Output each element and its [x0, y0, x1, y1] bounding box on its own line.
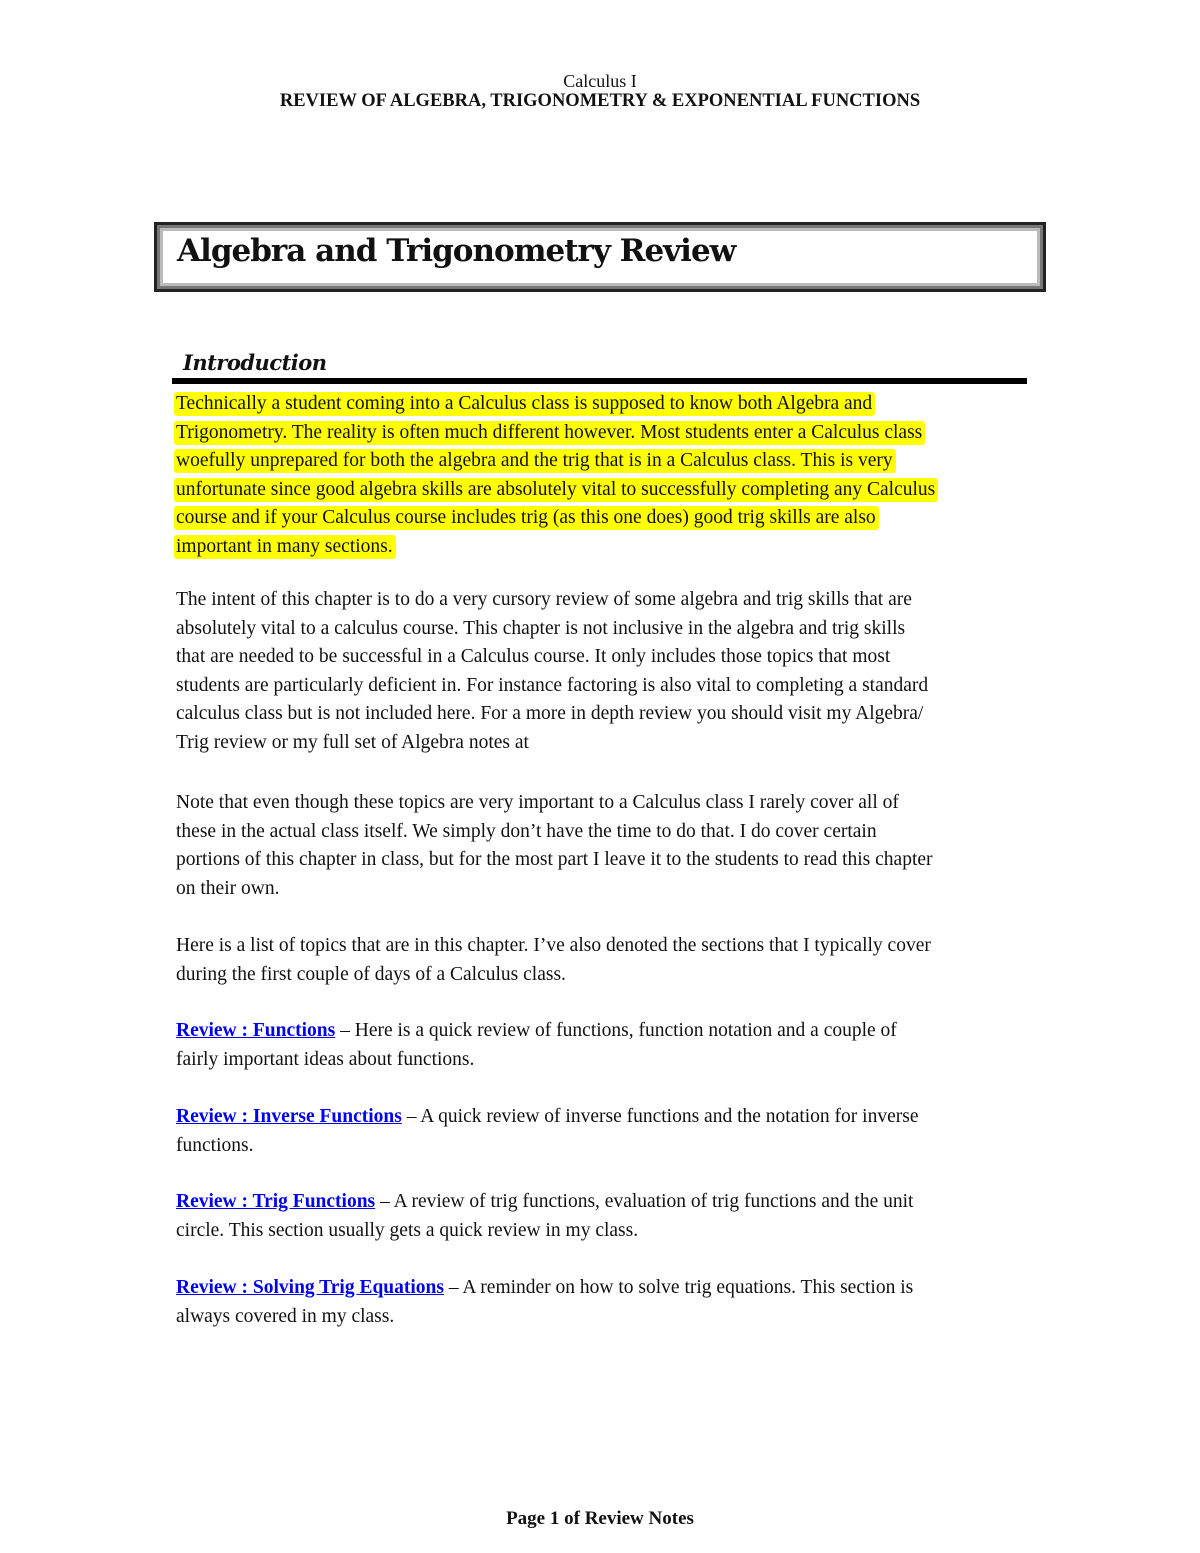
- line-text: Technically a student coming into a Calculus class is supposed to know both Algebra and: [174, 392, 875, 416]
- topic-link[interactable]: Review : Inverse Functions: [176, 1106, 402, 1127]
- text-line: [176, 643, 928, 672]
- topic-description: circle. This section usually gets a quick review in my class.: [176, 1219, 639, 1241]
- line-text: Trigonometry. The reality is often much different however. Most students enter a Calculus class: [174, 421, 925, 445]
- line-text: important in many sections.: [174, 535, 396, 559]
- topic-item: [176, 1188, 913, 1245]
- text-line: [176, 672, 928, 701]
- text-line: [176, 932, 931, 961]
- topics-intro-paragraph: [176, 932, 931, 989]
- line-text: woefully unprepared for both the algebra and the trig that is in a Calculus class. This is very: [174, 449, 896, 473]
- text-line: [176, 729, 928, 758]
- text-line: [176, 476, 938, 505]
- document-subtitle: REVIEW OF ALGEBRA, TRIGONOMETRY & EXPONENTIAL FUNCTIONS: [279, 91, 921, 111]
- line-text: calculus class but is not included here. For a more in depth review you should visit my Algebra/: [176, 703, 924, 724]
- topic-line: [176, 1046, 897, 1075]
- line-text: absolutely vital to a calculus course. This chapter is not inclusive in the algebra and trig skills: [176, 617, 906, 639]
- title-box: [154, 222, 1046, 292]
- topic-line: [176, 1274, 913, 1303]
- text-line: [176, 447, 938, 476]
- line-text: on their own.: [176, 877, 280, 899]
- line-text: students are particularly deficient in. For instance factoring is also vital to completing a standard: [176, 674, 929, 696]
- intent-paragraph: [176, 586, 928, 757]
- line-text: course and if your Calculus course includes trig (as this one does) good trig skills are also: [174, 506, 879, 530]
- text-line: [176, 586, 928, 615]
- topic-line: [176, 1103, 918, 1132]
- topic-line: [176, 1188, 913, 1217]
- topic-description: – Here is a quick review of functions, function notation and a couple of: [335, 1020, 897, 1041]
- topic-line: [176, 1303, 913, 1332]
- topic-item: [176, 1017, 897, 1074]
- topic-description: functions.: [176, 1134, 254, 1156]
- line-text: these in the actual class itself. We simply don’t have the time to do that. I do cover certain: [176, 820, 877, 842]
- topic-link[interactable]: Review : Functions: [176, 1020, 336, 1041]
- text-line: [176, 700, 928, 729]
- topic-description: – A review of trig functions, evaluation of trig functions and the unit: [375, 1191, 914, 1212]
- section-heading: Introduction: [183, 350, 327, 375]
- topic-link[interactable]: Review : Solving Trig Equations: [176, 1277, 444, 1298]
- section-rule: [172, 378, 1027, 384]
- topic-description: – A quick review of inverse functions and the notation for inverse: [401, 1106, 919, 1127]
- topic-description: always covered in my class.: [176, 1305, 395, 1327]
- line-text: portions of this chapter in class, but for the most part I leave it to the students to read this chapter: [176, 849, 933, 870]
- line-text: The intent of this chapter is to do a very cursory review of some algebra and trig skills that are: [176, 589, 912, 610]
- text-line: [176, 961, 931, 990]
- line-text: during the first couple of days of a Calculus class.: [176, 963, 566, 985]
- topic-link[interactable]: Review : Trig Functions: [176, 1191, 376, 1212]
- topic-description: – A reminder on how to solve trig equations. This section is: [443, 1277, 914, 1298]
- intro-highlighted-paragraph: [176, 390, 938, 561]
- text-line: [176, 615, 928, 644]
- text-line: [176, 533, 938, 562]
- line-text: unfortunate since good algebra skills are absolutely vital to successfully completing any Calculus: [174, 478, 938, 502]
- topic-description: fairly important ideas about functions.: [176, 1048, 475, 1070]
- note-paragraph: [176, 789, 933, 903]
- topic-line: [176, 1017, 897, 1046]
- text-line: [176, 846, 933, 875]
- text-line: [176, 390, 938, 419]
- topic-item: [176, 1274, 913, 1331]
- course-name: Calculus I: [563, 71, 637, 91]
- text-line: [176, 504, 938, 533]
- topic-item: [176, 1103, 918, 1160]
- text-line: [176, 875, 933, 904]
- page-footer: Page 1 of Review Notes: [506, 1508, 694, 1529]
- topic-line: [176, 1132, 918, 1161]
- text-line: [176, 419, 938, 448]
- chapter-title: Algebra and Trigonometry Review: [177, 233, 736, 269]
- line-text: Note that even though these topics are very important to a Calculus class I rarely cover all of: [176, 792, 899, 813]
- line-text: Trig review or my full set of Algebra notes at: [176, 731, 529, 753]
- topic-line: [176, 1217, 913, 1246]
- line-text: Here is a list of topics that are in this chapter. I’ve also denoted the sections that I typically cover: [176, 935, 931, 956]
- text-line: [176, 789, 933, 818]
- text-line: [176, 818, 933, 847]
- line-text: that are needed to be successful in a Calculus course. It only includes those topics that most: [176, 646, 891, 667]
